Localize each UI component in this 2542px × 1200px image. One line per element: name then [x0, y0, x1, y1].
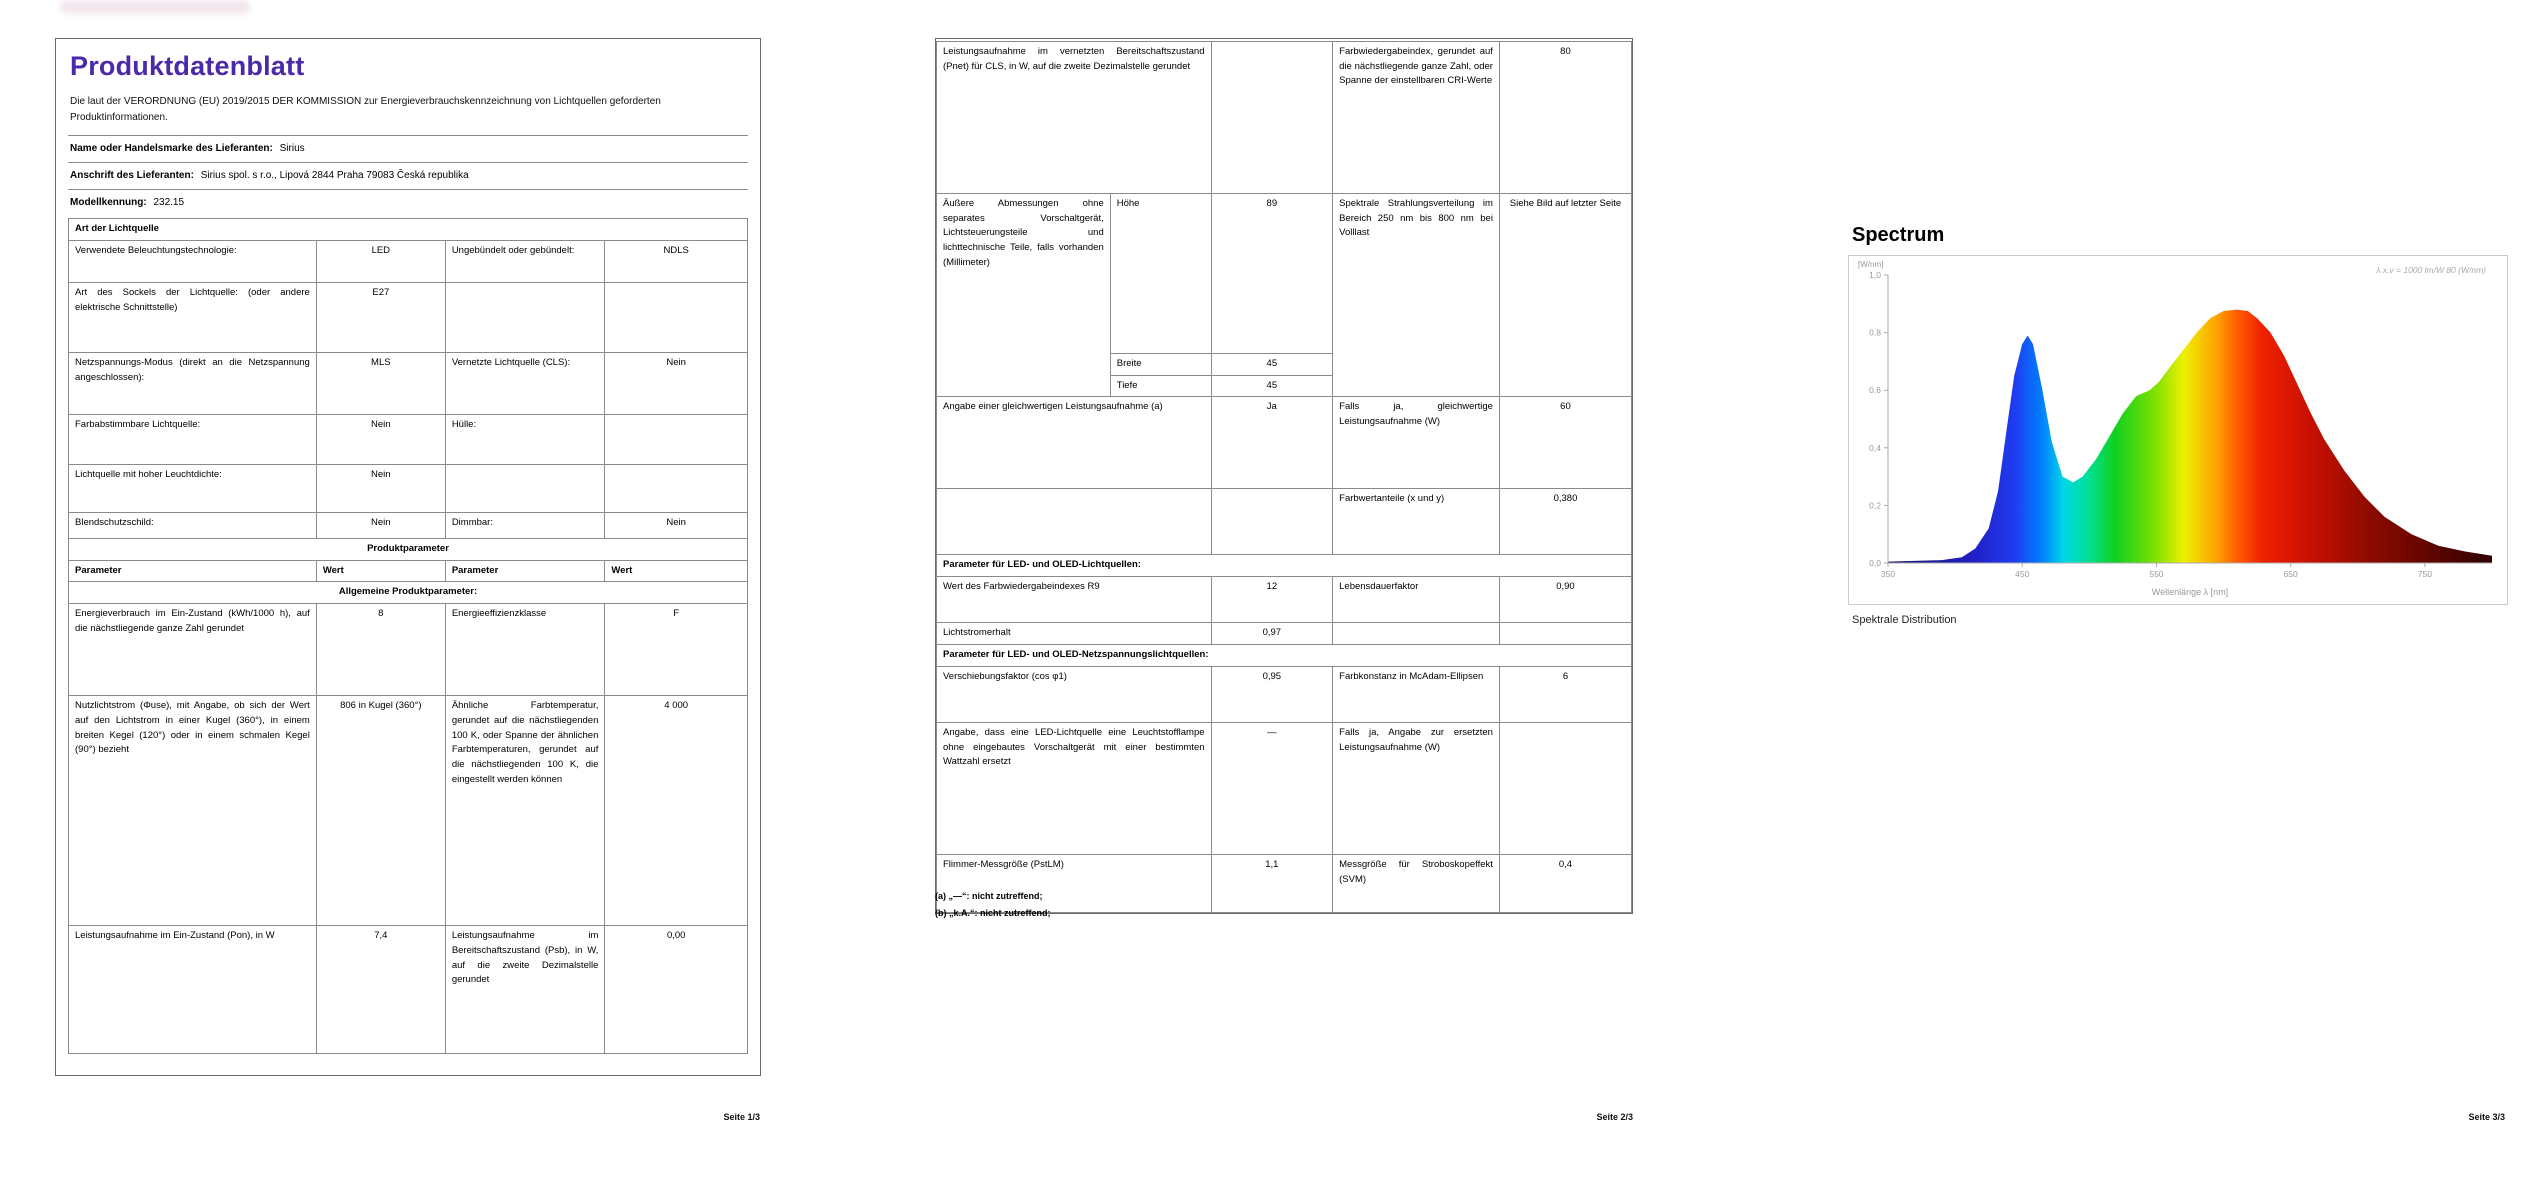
parameter-cell: Leistungsaufnahme im Ein-Zustand (Pon), in W — [69, 926, 317, 1054]
value-cell: F — [605, 604, 748, 696]
supplier-row — [68, 135, 748, 162]
value-cell: 0,4 — [1499, 854, 1631, 912]
product-parameters-table-1 — [68, 218, 748, 1054]
supplier-row — [68, 189, 748, 216]
parameter-cell: Lebensdauerfaktor — [1333, 577, 1500, 623]
parameter-cell: Ähnliche Farbtemperatur, gerundet auf die nächstliegenden 100 K, oder Spanne der ähnlichen Farbtemperaturen, gerundet auf die nächstliegenden 100 K, die eingestellt werden können — [445, 696, 605, 926]
field-value: Sirius — [276, 143, 305, 154]
value-cell: 89 — [1211, 194, 1333, 354]
parameter-cell: Nutzlichtstrom (Φuse), mit Angabe, ob sich der Wert auf den Lichtstrom in einer Kugel (360°), in einem breiten Kegel (120°) oder in einem schmalen Kegel (90°) bezieht — [69, 696, 317, 926]
table-row — [69, 283, 748, 353]
value-cell: 8 — [316, 604, 445, 696]
parameter-cell: Netzspannungs-Modus (direkt an die Netzspannung angeschlossen): — [69, 353, 317, 415]
value-cell: 7,4 — [316, 926, 445, 1054]
parameter-cell: Angabe einer gleichwertigen Leistungsaufnahme (a) — [937, 397, 1212, 489]
value-cell: Siehe Bild auf letzter Seite — [1499, 194, 1631, 397]
value-cell: LED — [316, 241, 445, 283]
table-row — [69, 604, 748, 696]
parameter-cell: Allgemeine Produktparameter: — [69, 582, 748, 604]
page1-footer: Seite 1/3 — [723, 1112, 760, 1122]
table-row — [69, 582, 748, 604]
field-value: Sirius spol. s r.o., Lipová 2844 Praha 79083 Česká republika — [197, 170, 469, 181]
table-row — [69, 926, 748, 1054]
parameter-cell: Falls ja, gleichwertige Leistungsaufnahme (W) — [1333, 397, 1500, 489]
parameter-cell: Leistungsaufnahme im vernetzten Bereitschaftszustand (Pnet) für CLS, in W, auf die zweite Dezimalstelle gerundet — [937, 42, 1212, 194]
parameter-cell: Flimmer-Messgröße (PstLM) — [937, 854, 1212, 912]
value-cell: 45 — [1211, 354, 1333, 376]
chart-text: 0,4 — [1869, 442, 1881, 453]
page3-footer: Seite 3/3 — [2468, 1112, 2505, 1122]
table-row — [69, 353, 748, 415]
parameter-cell: Hülle: — [445, 415, 605, 465]
value-cell: Nein — [605, 513, 748, 539]
table-row — [937, 666, 1632, 722]
parameter-cell: Lichtquelle mit hoher Leuchtdichte: — [69, 465, 317, 513]
datasheet-page-2 — [935, 38, 1633, 914]
field-label: Name oder Handelsmarke des Lieferanten: — [70, 143, 273, 154]
parameter-cell: Ungebündelt oder gebündelt: — [445, 241, 605, 283]
value-cell — [1499, 623, 1631, 645]
parameter-cell: Vernetzte Lichtquelle (CLS): — [445, 353, 605, 415]
chart-text: Wellenlänge λ [nm] — [2151, 587, 2229, 597]
parameter-cell: Leistungsaufnahme im Bereitschaftszustand (Psb), in W, auf die zweite Dezimalstelle gerundet — [445, 926, 605, 1054]
field-value: 232.15 — [150, 197, 185, 208]
value-cell: 45 — [1211, 375, 1333, 397]
parameter-cell: Farbabstimmbare Lichtquelle: — [69, 415, 317, 465]
chart-caption: Spektrale Distribution — [1852, 614, 1957, 626]
parameter-cell: Wert — [316, 560, 445, 582]
parameter-cell — [1333, 623, 1500, 645]
value-cell: Nein — [316, 513, 445, 539]
table-row — [937, 555, 1632, 577]
parameter-cell: Energieeffizienzklasse — [445, 604, 605, 696]
chart-text: λ x,v = 1000 lm/W 80 (W/nm) — [2376, 265, 2486, 275]
field-label: Anschrift des Lieferanten: — [70, 170, 194, 181]
value-cell — [605, 283, 748, 353]
table-row — [937, 194, 1632, 354]
chart-text: 0,2 — [1869, 500, 1881, 511]
product-parameters-table-2 — [936, 41, 1632, 913]
parameter-cell: Messgröße für Stroboskopeffekt (SVM) — [1333, 854, 1500, 912]
chart-text: 0,6 — [1869, 385, 1881, 396]
table-row — [69, 560, 748, 582]
value-cell: Nein — [316, 465, 445, 513]
parameter-cell: Angabe, dass eine LED-Lichtquelle eine Leuchtstofflampe ohne eingebautes Vorschaltgerät mit einer bestimmten Wattzahl ersetzt — [937, 722, 1212, 854]
parameter-cell: Höhe — [1110, 194, 1211, 354]
parameter-cell: Parameter — [69, 560, 317, 582]
table-row — [69, 539, 748, 561]
chart-text: 350 — [1880, 569, 1896, 579]
parameter-cell: Verwendete Beleuchtungstechnologie: — [69, 241, 317, 283]
table-row — [937, 577, 1632, 623]
parameter-cell: Farbwiedergabeindex, gerundet auf die nächstliegende ganze Zahl, oder Spanne der einstellbaren CRI-Werte — [1333, 42, 1500, 194]
value-cell — [1211, 489, 1333, 555]
value-cell: Ja — [1211, 397, 1333, 489]
chart-text: 450 — [2015, 569, 2030, 579]
table-row — [69, 241, 748, 283]
datasheet-page-1 — [55, 38, 761, 1076]
value-cell: 0,00 — [605, 926, 748, 1054]
table-row — [69, 513, 748, 539]
value-cell: 80 — [1499, 42, 1631, 194]
chart-text: 650 — [2283, 569, 2298, 579]
parameter-cell — [445, 283, 605, 353]
value-cell — [605, 415, 748, 465]
page-title: Produktdatenblatt — [70, 51, 305, 81]
parameter-cell: Falls ja, Angabe zur ersetzten Leistungsaufnahme (W) — [1333, 722, 1500, 854]
parameter-cell: Lichtstromerhalt — [937, 623, 1212, 645]
value-cell: 6 — [1499, 666, 1631, 722]
value-cell: 60 — [1499, 397, 1631, 489]
value-cell — [1211, 42, 1333, 194]
supplier-row — [68, 162, 748, 189]
value-cell: 0,380 — [1499, 489, 1631, 555]
parameter-cell: Farbkonstanz in McAdam-Ellipsen — [1333, 666, 1500, 722]
parameter-cell: Produktparameter — [69, 539, 748, 561]
table-row — [937, 42, 1632, 194]
value-cell: NDLS — [605, 241, 748, 283]
value-cell: 0,90 — [1499, 577, 1631, 623]
regulation-intro: Die laut der VERORDNUNG (EU) 2019/2015 DER KOMMISSION zur Energieverbrauchskennzeichnung von Lichtquellen geforderten Produktinformationen. — [70, 96, 661, 123]
parameter-cell — [445, 465, 605, 513]
value-cell: 0,95 — [1211, 666, 1333, 722]
chart-text: 0,0 — [1869, 558, 1881, 568]
footnote: (b) „k.A.“: nicht zutreffend; — [935, 908, 1051, 919]
value-cell: 1,1 — [1211, 854, 1333, 912]
chart-title: Spectrum — [1852, 224, 1945, 246]
table-row — [69, 465, 748, 513]
value-cell: 0,97 — [1211, 623, 1333, 645]
chart-text: 0,8 — [1869, 327, 1881, 338]
table-row — [69, 415, 748, 465]
footnotes — [935, 888, 1051, 922]
chart-text: 550 — [2149, 569, 2164, 579]
chart-text: [W/nm] — [1858, 260, 1884, 269]
table-row — [937, 645, 1632, 667]
scan-artifact — [60, 0, 250, 14]
table-row — [937, 623, 1632, 645]
table-row — [937, 397, 1632, 489]
spectrum-svg — [1848, 255, 2508, 605]
parameter-cell: Wert des Farbwiedergabeindexes R9 — [937, 577, 1212, 623]
table-row — [937, 722, 1632, 854]
parameter-cell: Blendschutzschild: — [69, 513, 317, 539]
parameter-cell: Energieverbrauch im Ein-Zustand (kWh/1000 h), auf die nächstliegende ganze Zahl gerundet — [69, 604, 317, 696]
parameter-cell: Tiefe — [1110, 375, 1211, 397]
value-cell — [605, 465, 748, 513]
table-row — [937, 489, 1632, 555]
chart-text: 750 — [2417, 569, 2432, 579]
parameter-cell: Spektrale Strahlungsverteilung im Bereich 250 nm bis 800 nm bei Volllast — [1333, 194, 1500, 397]
field-label: Modellkennung: — [70, 197, 147, 208]
parameter-cell: Äußere Abmessungen ohne separates Vorschaltgerät, Lichtsteuerungsteile und lichttechnische Teile, falls vorhanden (Millimeter) — [937, 194, 1111, 397]
value-cell — [1499, 722, 1631, 854]
supplier-info — [68, 135, 748, 216]
value-cell: 806 in Kugel (360°) — [316, 696, 445, 926]
parameter-cell: Parameter — [445, 560, 605, 582]
parameter-cell: Parameter für LED- und OLED-Netzspannungslichtquellen: — [937, 645, 1632, 667]
parameter-cell: Farbwertanteile (x und y) — [1333, 489, 1500, 555]
value-cell: Nein — [605, 353, 748, 415]
value-cell: 4 000 — [605, 696, 748, 926]
value-cell: MLS — [316, 353, 445, 415]
spectrum-chart — [1848, 255, 2513, 610]
table-row — [69, 219, 748, 241]
parameter-cell: Breite — [1110, 354, 1211, 376]
parameter-cell: Art des Sockels der Lichtquelle: (oder andere elektrische Schnittstelle) — [69, 283, 317, 353]
parameter-cell: Verschiebungsfaktor (cos φ1) — [937, 666, 1212, 722]
spectral-distribution-area — [1888, 310, 2492, 563]
value-cell: — — [1211, 722, 1333, 854]
page2-footer: Seite 2/3 — [1596, 1112, 1633, 1122]
parameter-cell — [937, 489, 1212, 555]
parameter-cell: Parameter für LED- und OLED-Lichtquellen: — [937, 555, 1632, 577]
value-cell: Nein — [316, 415, 445, 465]
datasheet-page-3 — [1848, 224, 2513, 626]
chart-text: 1,0 — [1869, 270, 1881, 280]
value-cell: 12 — [1211, 577, 1333, 623]
parameter-cell: Wert — [605, 560, 748, 582]
table-row — [69, 696, 748, 926]
parameter-cell: Dimmbar: — [445, 513, 605, 539]
parameter-cell: Art der Lichtquelle — [69, 219, 748, 241]
footnote: (a) „—“: nicht zutreffend; — [935, 891, 1043, 901]
value-cell: E27 — [316, 283, 445, 353]
